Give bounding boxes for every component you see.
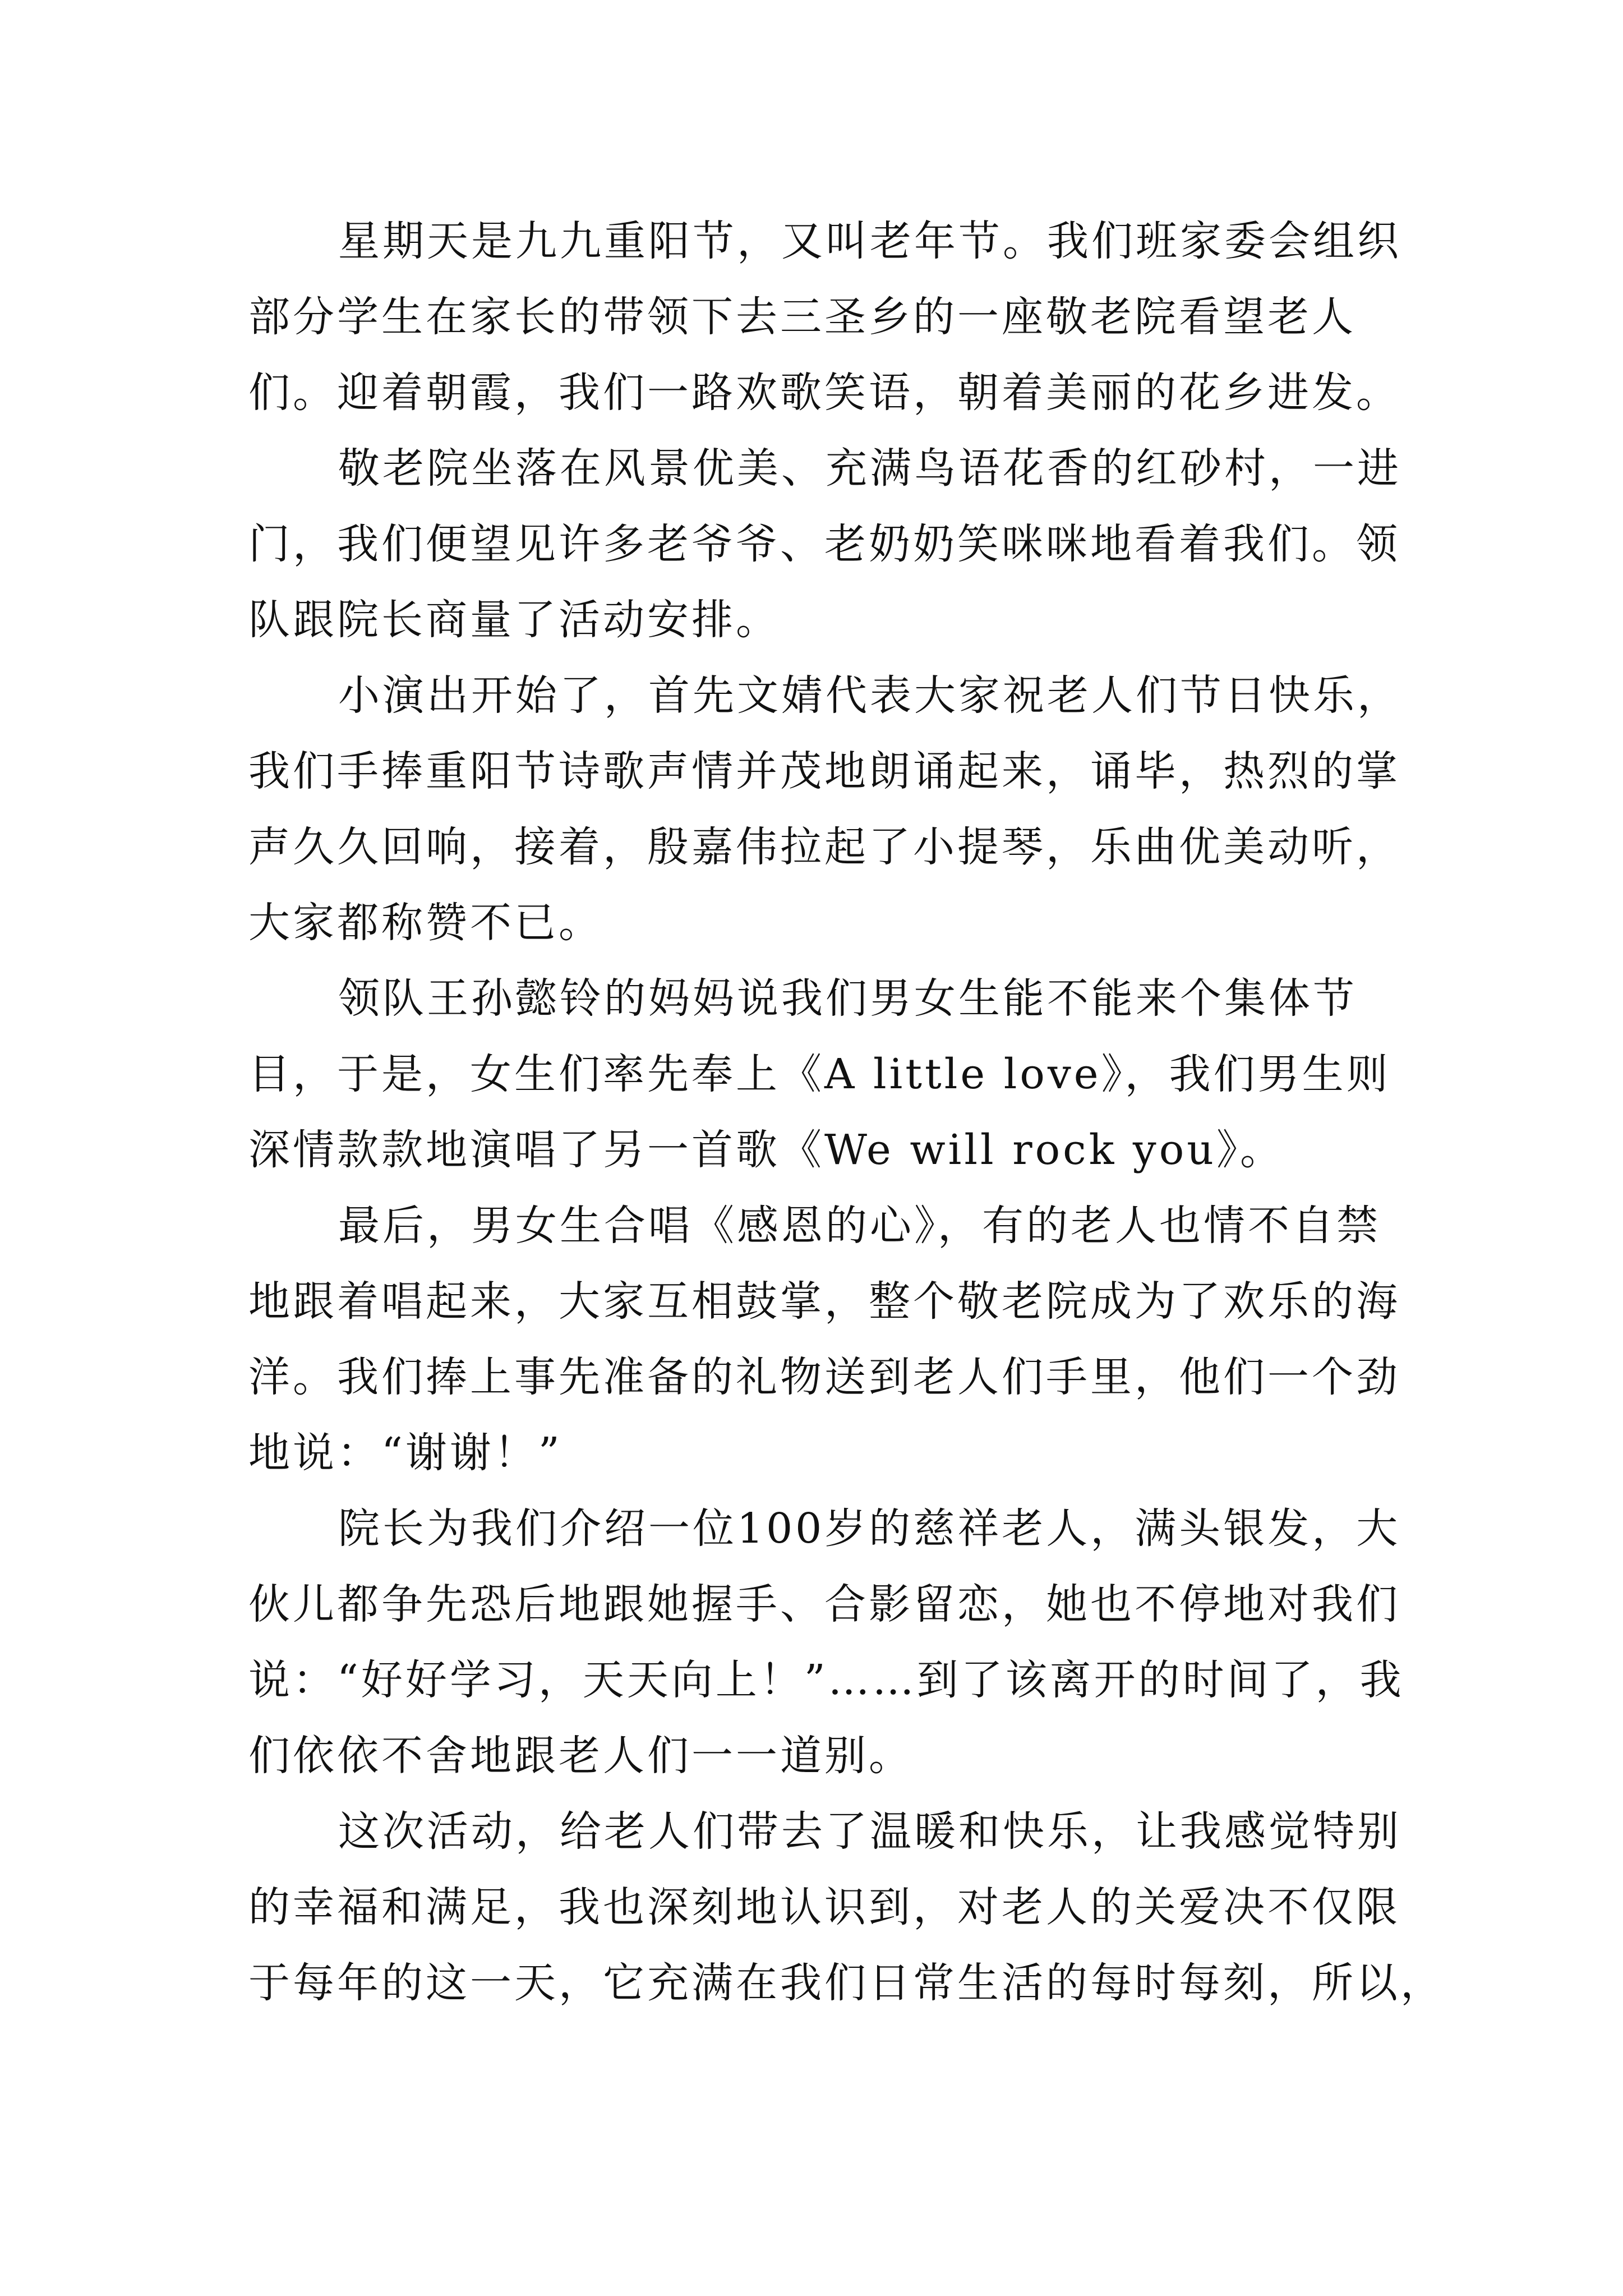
paragraph-3-line-2: 我们手捧重阳节诗歌声情并茂地朗诵起来，诵毕，热烈的掌 xyxy=(248,747,1400,795)
paragraph-7-line-1: 这次活动，给老人们带去了温暖和快乐，让我感觉特别 xyxy=(338,1807,1401,1856)
paragraph-3-line-1: 小演出开始了，首先文婧代表大家祝老人们节日快乐， xyxy=(338,671,1401,720)
paragraph-6-line-2: 伙儿都争先恐后地跟她握手、合影留恋，她也不停地对我们 xyxy=(248,1580,1400,1628)
paragraph-3-line-4: 大家都称赞不已。 xyxy=(248,899,603,947)
paragraph-3-line-3: 声久久回响，接着，殷嘉伟拉起了小提琴，乐曲优美动听， xyxy=(248,823,1400,871)
paragraph-7-line-3: 于每年的这一天，它充满在我们日常生活的每时每刻，所以， xyxy=(248,1959,1445,2007)
paragraph-5-line-3: 洋。我们捧上事先准备的礼物送到老人们手里，他们一个劲 xyxy=(248,1353,1400,1401)
paragraph-5-line-1: 最后，男女生合唱《感恩的心》，有的老人也情不自禁 xyxy=(338,1202,1381,1250)
paragraph-7-line-2: 的幸福和满足，我也深刻地认识到，对老人的关爱决不仅限 xyxy=(248,1883,1400,1931)
paragraph-6-line-4: 们依依不舍地跟老人们一一道别。 xyxy=(248,1732,913,1780)
paragraph-1-line-2: 部分学生在家长的带领下去三圣乡的一座敬老院看望老人 xyxy=(248,293,1356,341)
paragraph-4-line-3: 深情款款地演唱了另一首歌《We will rock you》。 xyxy=(248,1126,1284,1174)
paragraph-2-line-3: 队跟院长商量了活动安排。 xyxy=(248,596,780,644)
paragraph-2-line-1: 敬老院坐落在风景优美、充满鸟语花香的红砂村，一进 xyxy=(338,444,1401,493)
paragraph-5-line-2: 地跟着唱起来，大家互相鼓掌，整个敬老院成为了欢乐的海 xyxy=(248,1277,1400,1326)
paragraph-1-line-3: 们。迎着朝霞，我们一路欢歌笑语，朝着美丽的花乡进发。 xyxy=(248,369,1400,417)
paragraph-4-line-2: 目，于是，女生们率先奉上《A little love》，我们男生则 xyxy=(248,1050,1391,1098)
paragraph-6-line-3: 说：“好好学习，天天向上！”……到了该离开的时间了，我 xyxy=(248,1656,1404,1704)
paragraph-5-line-4: 地说：“谢谢！” xyxy=(248,1429,562,1477)
paragraph-4-line-1: 领队王孙懿铃的妈妈说我们男女生能不能来个集体节 xyxy=(338,974,1357,1023)
paragraph-2-line-2: 门，我们便望见许多老爷爷、老奶奶笑咪咪地看着我们。领 xyxy=(248,520,1400,568)
paragraph-1-line-1: 星期天是九九重阳节，又叫老年节。我们班家委会组织 xyxy=(338,217,1401,265)
paragraph-6-line-1: 院长为我们介绍一位100岁的慈祥老人，满头银发，大 xyxy=(338,1504,1401,1553)
